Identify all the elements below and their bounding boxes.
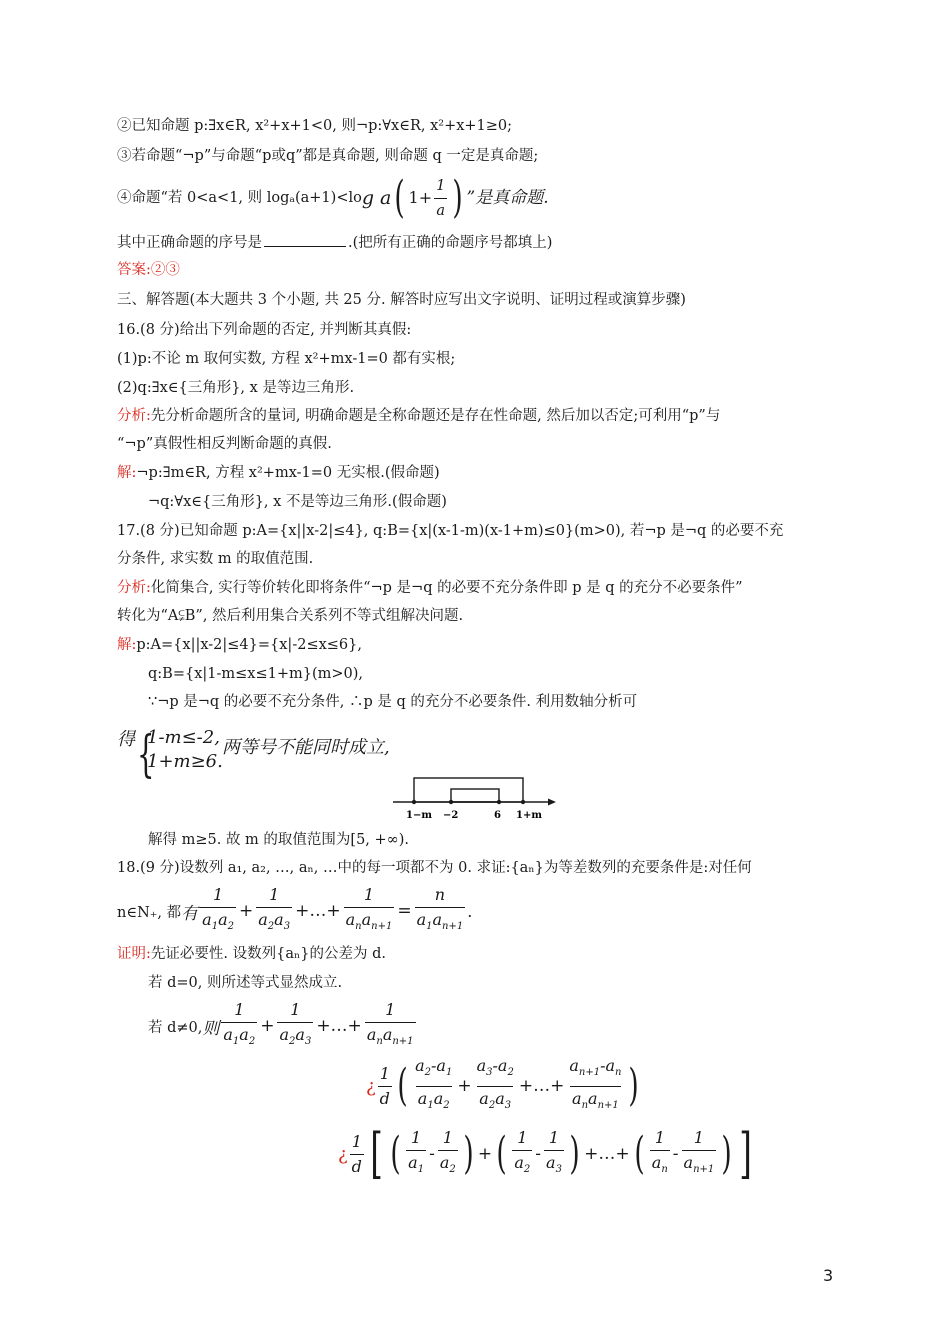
inequality-system: [117, 725, 390, 783]
left-paren: (: [394, 172, 406, 223]
q18-proof-3: 若 d≠0, 则 $\frac{1}{a_1a_2}$ + $\frac{1}{a_2a_3}$ +…+ $\frac{1}{a_na_{n+1}}$: [148, 1002, 418, 1050]
q17-title-line-1: 17.(8 分)已知命题 p:A={x||x-2|≤4}, q:B={x|(x-1-m)(x-1+m)≤0}(m>0), 若¬p 是¬q 的必要不充: [117, 523, 784, 539]
answer-blank: [264, 232, 346, 247]
q17-title-line-2: 分条件, 求实数 m 的取值范围.: [117, 551, 314, 567]
q17-conclusion: 解得 m≥5. 故 m 的取值范围为[5, +∞).: [148, 832, 410, 848]
q18-proof-1: 证明:先证必要性. 设数列{aₙ}的公差为 d.: [117, 946, 386, 962]
q16-solution-2: ¬q:∀x∈{三角形}, x 不是等边三角形.(假命题): [148, 494, 447, 510]
label-1-minus-m: 1−m: [406, 810, 432, 821]
label-1-plus-m: 1+m: [516, 810, 542, 821]
q16-analysis-line-2: “¬p”真假性相反判断命题的真假.: [117, 436, 332, 452]
q15-item-2: ②已知命题 p:∃x∈R, x²+x+1<0, 则¬p:∀x∈R, x²+x+1≥0;: [117, 118, 513, 134]
sys-row-1: 1-m≤-2,: [147, 727, 220, 748]
q17-solution-2: q:B={x|1-m≤x≤1+m}(m>0),: [148, 666, 364, 682]
axis-arrow: [548, 799, 556, 806]
point-1-plus-m: [521, 800, 525, 804]
q18-title-line-1: 18.(9 分)设数列 a₁, a₂, …, aₙ, …中的每一项都不为 0. 求证:{aₙ}为等差数列的充要条件是:对任何: [117, 860, 752, 876]
q16-solution-1: 解:¬p:∃m∈R, 方程 x²+mx-1=0 无实根.(假命题): [117, 465, 440, 481]
q16-title: 16.(8 分)给出下列命题的否定, 并判断其真假:: [117, 322, 412, 338]
point-minus-2: [449, 800, 453, 804]
label-6: 6: [494, 810, 501, 821]
q17-analysis-line-2: 转化为“A⫋B”, 然后利用集合关系列不等式组解决问题.: [117, 608, 464, 624]
fraction-1-over-a: $\frac{1}{a}$: [436, 177, 446, 219]
q15-answer: 答案:②③: [117, 262, 180, 278]
point-6: [497, 800, 501, 804]
q15-fill-blank-line: 其中正确命题的序号是 .(把所有正确的命题序号都填上): [117, 232, 552, 253]
label-minus-2: −2: [443, 810, 459, 821]
interval-A-box: [451, 789, 499, 802]
q16-analysis-line-1: 分析:先分析命题所含的量词, 明确命题是全称命题还是存在性命题, 然后加以否定;可利用“p”与: [117, 408, 721, 424]
page-number: 3: [823, 1266, 834, 1285]
sys-tail: 两等号不能同时成立,: [222, 737, 390, 758]
q18-proof-2: 若 d=0, 则所述等式显然成立.: [148, 975, 343, 991]
q15-item-4-ga: g a: [361, 187, 392, 209]
point-1-minus-m: [412, 800, 416, 804]
q15-item-4-pre: ④命题“若 0<a<1, 则 logₐ(a+1)<lo: [117, 190, 362, 206]
q16-part-2: (2)q:∃x∈{三角形}, x 是等边三角形.: [117, 380, 355, 396]
q15-item-4: ④命题“若 0<a<1, 则 logₐ(a+1)<lo g a ( 1+ $\frac{1}{a}$ ) ”是真命题.: [117, 172, 549, 223]
sys-row-2: 1+m≥6.: [147, 751, 223, 772]
sys-lead: 得: [117, 729, 135, 750]
q17-analysis-line-1: 分析:化简集合, 实行等价转化即将条件“¬p 是¬q 的必要不充分条件即 p 是 q 的充分不必要条件”: [117, 580, 743, 596]
q16-part-1: (1)p:不论 m 取何实数, 方程 x²+mx-1=0 都有实根;: [117, 351, 456, 367]
q15-item-4-post: ”是真命题.: [466, 188, 549, 208]
q15-item-3: ③若命题“¬p”与命题“p或q”都是真命题, 则命题 q 一定是真命题;: [117, 148, 539, 164]
left-brace: {: [137, 725, 155, 783]
interval-B-box: [414, 778, 523, 802]
q18-step-2: ¿ $\frac{1}{d}$ [ ( $\frac{1}{a_1}$ - $\frac{1}{a_2}$ ) + ( $\frac{1}{a_2}$ - $\frac{1}{a_3}$ ) +…+ ( $\frac{1}{a_n}$ - $\frac{1}{a_{n+1}}$ ) ]: [338, 1122, 753, 1185]
right-paren: ): [452, 172, 464, 223]
section-3-heading: 三、解答题(本大题共 3 个小题, 共 25 分. 解答时应写出文字说明、证明过程或演算步骤): [117, 292, 686, 308]
q18-title-line-2: n∈N₊, 都 有 $\frac{1}{a_1a_2}$ + $\frac{1}{a_2a_3}$ +…+ $\frac{1}{a_na_{n+1}}$ = $\frac{n}{a_1a_{n+1}}$ .: [117, 888, 472, 934]
q17-solution-1: 解:p:A={x||x-2|≤4}={x|-2≤x≤6},: [117, 637, 362, 653]
number-line-figure: [388, 770, 563, 825]
q17-solution-3: ∵¬p 是¬q 的必要不充分条件, ∴p 是 q 的充分不必要条件. 利用数轴分析可: [148, 694, 638, 710]
q18-step-1: ¿ $\frac{1}{d}$ ( $\frac{a_2-a_1}{a_1a_2}$ + $\frac{a_3-a_2}{a_2a_3}$ +…+ $\frac{a_{n+1}-a_n}{a_na_{n+1}}$ ): [366, 1058, 643, 1114]
